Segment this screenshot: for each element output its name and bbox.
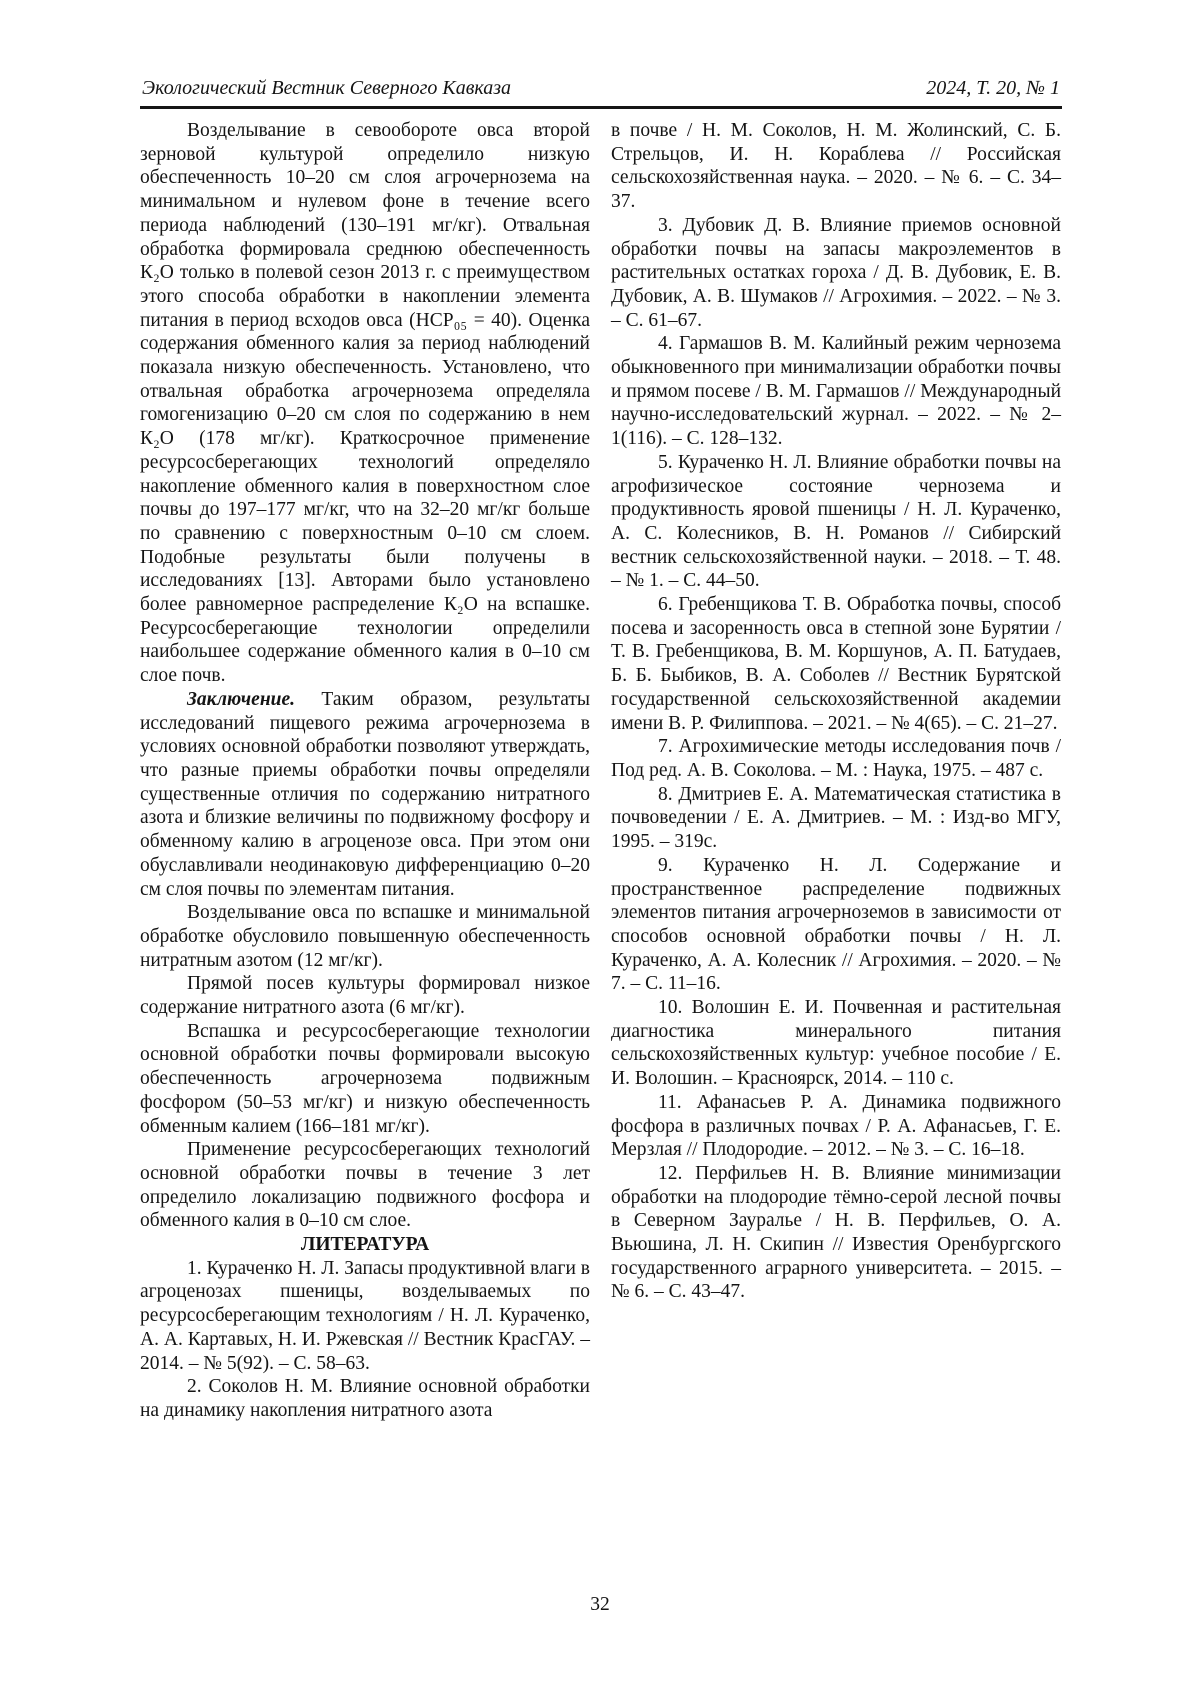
- conclusion-text: Таким образом, результаты исследований пищевого режима агрочернозема в условиях основной обработки позволяют утверждать, что разные приемы обработки почвы определяли существенные отличия по содержанию нитратного азота и близкие величины по подвижному фосфору и обменному калию в агроценозе овса. При этом они обуславливали неодинаковую дифференциацию 0–20 см слоя почвы по элементам питания.: [140, 688, 590, 900]
- reference-item-4: 4. Гармашов В. М. Калийный режим чернозема обыкновенного при минимализации обработки почвы и прямом посеве / В. М. Гармашов // Международный научно-исследовательский журнал. – 2022. – № 2–1(116). – С. 128–132.: [611, 333, 1061, 450]
- conclusion-point-1: Возделывание овса по вспашке и минимальной обработке обусловило повышенную обеспеченность нитратным азотом (12 мг/кг).: [140, 902, 590, 971]
- reference-item-12: 12. Перфильев Н. В. Влияние минимизации обработки на плодородие тёмно-серой лесной почвы в Северном Зауралье / Н. В. Перфильев, О. А. Вьюшина, Л. Н. Скипин // Известия Оренбургского государственного аграрного университета. – 2015. – № 6. – С. 43–47.: [611, 1162, 1061, 1303]
- conclusion-point-2: Прямой посев культуры формировал низкое содержание нитратного азота (6 мг/кг).: [140, 973, 590, 1019]
- conclusion-point-4: Применение ресурсосберегающих технологий основной обработки почвы в течение 3 лет определило локализацию подвижного фосфора и обменного калия в 0–10 см слое.: [140, 1139, 590, 1232]
- conclusion-point-3: Вспашка и ресурсосберегающие технологии основной обработки почвы формировали высокую обеспеченность агрочернозема подвижным фосфором (50–53 мг/кг) и низкую обеспеченность обменным калием (166–181 мг/кг).: [140, 1020, 590, 1137]
- reference-item-2-start: 2. Соколов Н. М. Влияние основной обработки на динамику накопления нитратного азота: [140, 1376, 590, 1421]
- conclusion-paragraph: [140, 688, 590, 901]
- reference-item-7: 7. Агрохимические методы исследования почв / Под ред. А. В. Соколова. – М. : Наука, 1975. – 487 с.: [611, 736, 1061, 781]
- two-column-body: [140, 119, 1062, 1423]
- conclusion-label: Заключение.: [187, 688, 296, 710]
- issue-info: 2024, Т. 20, № 1: [926, 77, 1060, 99]
- reference-item-11: 11. Афанасьев Р. А. Динамика подвижного фосфора в различных почвах / Р. А. Афанасьев, Г. Е. Мерзлая // Плодородие. – 2012. – № 3. – С. 16–18.: [611, 1091, 1061, 1161]
- reference-item-9: 9. Кураченко Н. Л. Содержание и пространственное распределение подвижных элементов питания агрочерноземов в зависимости от способов основной обработки почвы / Н. Л. Кураченко, А. А. Колесник // Агрохимия. – 2020. – № 7. – С. 11–16.: [611, 854, 1061, 995]
- journal-title: Экологический Вестник Северного Кавказа: [142, 77, 512, 99]
- running-head: [140, 76, 1062, 106]
- reference-item-2-continuation: в почве / Н. М. Соколов, Н. М. Жолинский, С. Б. Стрельцов, И. Н. Кораблева // Российская сельскохозяйственная наука. – 2020. – № 6. – С. 34–37.: [611, 120, 1061, 213]
- reference-item-6: 6. Гребенщикова Т. В. Обработка почвы, способ посева и засоренность овса в степной зоне Бурятии / Т. В. Гребенщикова, В. М. Коршунов, А. П. Батудаев, Б. Б. Быбиков, В. А. Соболев // Вестник Бурятской государственной сельскохозяйственной академии имени В. Р. Филиппова. – 2021. – № 4(65). – С. 21–27.: [611, 594, 1061, 734]
- header-rule: [140, 106, 1062, 109]
- reference-item-10: 10. Волошин Е. И. Почвенная и растительная диагностика минерального питания сельскохозяйственных культур: учебное пособие / Е. И. Волошин. – Красноярск, 2014. – 110 с.: [611, 997, 1061, 1090]
- results-paragraph: Возделывание в севообороте овса второй зерновой культурой определило низкую обеспеченность 10–20 см слоя агрочернозема на минимальном и нулевом фоне в течение всего периода наблюдений (130–191 мг/кг). Отвальная обработка формировала среднюю обеспеченность К₂О только в полевой сезон 2013 г. с преимуществом этого способа обработки в накоплении элемента питания в период всходов овса (НСР₀₅ = 40). Оценка содержания обменного калия за период наблюдений показала низкую обеспеченность. Установлено, что отвальная обработка агрочернозема определяла гомогенизацию 0–20 см слоя по содержанию в нем К₂О (178 мг/кг). Краткосрочное применение ресурсосберегающих технологий определяло накопление обменного калия в поверхностном слое почвы до 197–177 мг/кг, что на 32–20 мг/кг больше по сравнению с поверхностным 0–10 см слоем. Подобные результаты были получены в исследованиях [13]. Авторами было установлено более равномерное распределение К₂О на вспашке. Ресурсосберегающие технологии определили наибольшее содержание обменного калия в 0–10 см слое почв.: [140, 120, 590, 687]
- reference-item-1: 1. Кураченко Н. Л. Запасы продуктивной влаги в агроценозах пшеницы, возделываемых по ресурсосберегающим технологиям / Н. Л. Кураченко, А. А. Картавых, Н. И. Ржевская // Вестник КрасГАУ. – 2014. – № 5(92). – С. 58–63.: [140, 1257, 590, 1374]
- left-column: [140, 119, 590, 1423]
- page-footer: [0, 1594, 1200, 1616]
- right-column: [611, 119, 1061, 1423]
- reference-item-3: 3. Дубовик Д. В. Влияние приемов основной обработки почвы на запасы макроэлементов в растительных остатках гороха / Д. В. Дубовик, Е. В. Дубовик, А. В. Шумаков // Агрохимия. – 2022. – № 3. – С. 61–67.: [611, 214, 1061, 331]
- reference-item-8: 8. Дмитриев Е. А. Математическая статистика в почвоведении / Е. А. Дмитриев. – М. : Изд-во МГУ, 1995. – 319с.: [611, 783, 1061, 853]
- reference-item-5: 5. Кураченко Н. Л. Влияние обработки почвы на агрофизическое состояние чернозема и продуктивность яровой пшеницы / Н. Л. Кураченко, А. С. Колесников, В. Н. Романов // Сибирский вестник сельскохозяйственной науки. – 2018. – Т. 48. – № 1. – С. 44–50.: [611, 451, 1061, 592]
- page-number: 32: [590, 1594, 610, 1615]
- literature-heading: ЛИТЕРАТУРА: [300, 1234, 430, 1256]
